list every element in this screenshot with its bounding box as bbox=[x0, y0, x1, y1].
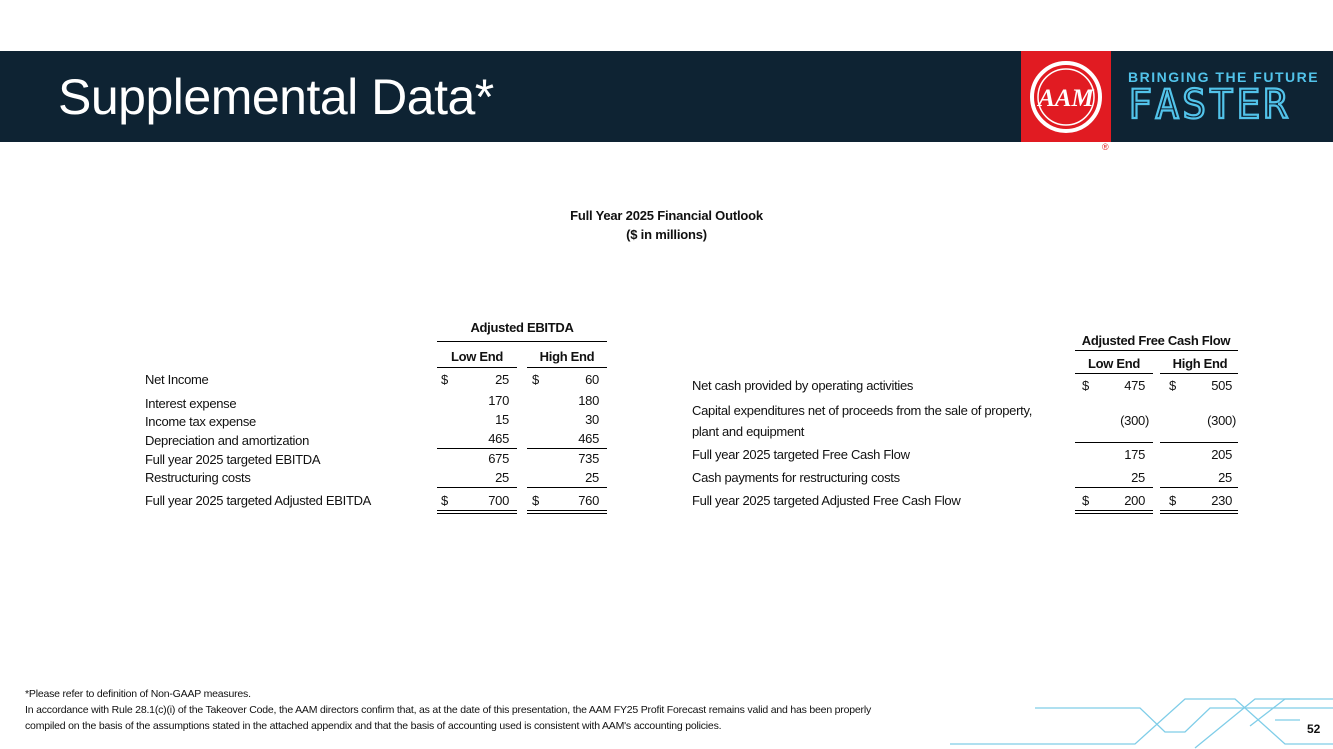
divider bbox=[527, 510, 607, 511]
ebitda-row-label: Restructuring costs bbox=[145, 470, 251, 485]
ebitda-row-low: 170 bbox=[488, 393, 509, 408]
page-title: Supplemental Data* bbox=[58, 69, 494, 125]
fcf-row-label: Full year 2025 targeted Free Cash Flow bbox=[692, 447, 910, 462]
ebitda-row-high-currency: $ bbox=[532, 372, 539, 387]
footnote-takeover-code-continued: compiled on the basis of the assumptions stated in the attached appendix and that the basis of accounting used is consistent with AAM's accounting policies. bbox=[25, 720, 722, 732]
divider bbox=[437, 487, 517, 488]
ebitda-row-label: Depreciation and amortization bbox=[145, 433, 310, 448]
outlook-subtitle: ($ in millions) bbox=[626, 227, 707, 242]
ebitda-row-low: 465 bbox=[488, 431, 509, 446]
ebitda-row-label: Full year 2025 targeted EBITDA bbox=[145, 452, 321, 467]
ebitda-row-low-currency: $ bbox=[441, 372, 448, 387]
divider bbox=[437, 513, 517, 514]
fcf-row-label: Full year 2025 targeted Adjusted Free Cash Flow bbox=[692, 493, 961, 508]
fcf-row-label: Cash payments for restructuring costs bbox=[692, 470, 900, 485]
aam-logo-icon bbox=[1021, 51, 1111, 142]
divider bbox=[527, 448, 607, 449]
fcf-col-low: Low End bbox=[1087, 356, 1141, 371]
fcf-row-label: Capital expenditures net of proceeds from the sale of property, bbox=[692, 403, 1033, 418]
ebitda-row-low: 15 bbox=[495, 412, 509, 427]
logo-text: AAM bbox=[1038, 85, 1094, 112]
fcf-row-low-currency: $ bbox=[1082, 378, 1089, 393]
divider bbox=[1160, 513, 1238, 514]
fcf-row-low: 25 bbox=[1131, 470, 1145, 485]
ebitda-row-low: 675 bbox=[488, 451, 509, 466]
fcf-row-label: Net cash provided by operating activities bbox=[692, 378, 914, 393]
divider bbox=[437, 367, 517, 368]
circuit-lines-decoration bbox=[940, 690, 1333, 749]
divider bbox=[1075, 510, 1153, 511]
divider bbox=[1075, 373, 1153, 374]
page-number: 52 bbox=[1307, 722, 1321, 736]
ebitda-row-label: Full year 2025 targeted Adjusted EBITDA bbox=[145, 493, 372, 508]
tagline-faster bbox=[1128, 86, 1314, 127]
ebitda-row-label: Interest expense bbox=[145, 396, 237, 411]
ebitda-row-high: 30 bbox=[585, 412, 599, 427]
divider bbox=[527, 367, 607, 368]
fcf-row-high: 505 bbox=[1211, 378, 1232, 393]
divider bbox=[437, 448, 517, 449]
fcf-row-high: 205 bbox=[1211, 447, 1232, 462]
fcf-row-high: (300) bbox=[1207, 413, 1236, 428]
footnote-takeover-code: In accordance with Rule 28.1(c)(i) of the Takeover Code, the AAM directors confirm that, as at the date of this presentation, the AAM FY25 Profit Forecast remains valid and has been properly bbox=[25, 704, 872, 716]
ebitda-row-low: 700 bbox=[488, 493, 509, 508]
ebitda-heading: Adjusted EBITDA bbox=[470, 320, 574, 335]
ebitda-row-high: 60 bbox=[585, 372, 599, 387]
ebitda-row-high: 465 bbox=[578, 431, 599, 446]
divider bbox=[527, 513, 607, 514]
divider bbox=[1075, 513, 1153, 514]
fcf-col-high: High End bbox=[1172, 356, 1228, 371]
fcf-row-high-currency: $ bbox=[1169, 493, 1176, 508]
divider bbox=[1075, 442, 1153, 443]
outlook-title: Full Year 2025 Financial Outlook bbox=[570, 208, 763, 223]
ebitda-row-label: Income tax expense bbox=[145, 414, 256, 429]
fcf-row-high-currency: $ bbox=[1169, 378, 1176, 393]
fcf-row-low: 175 bbox=[1124, 447, 1145, 462]
ebitda-row-low: 25 bbox=[495, 470, 509, 485]
fcf-row-low: 200 bbox=[1124, 493, 1145, 508]
ebitda-row-high-currency: $ bbox=[532, 493, 539, 508]
divider bbox=[437, 341, 607, 342]
tagline-top: BRINGING THE FUTURE bbox=[1128, 69, 1320, 85]
ebitda-col-low: Low End bbox=[450, 349, 504, 364]
fcf-row-low: (300) bbox=[1120, 413, 1149, 428]
ebitda-row-high: 760 bbox=[578, 493, 599, 508]
divider bbox=[1160, 487, 1238, 488]
fcf-row-low: 475 bbox=[1124, 378, 1145, 393]
ebitda-row-low-currency: $ bbox=[441, 493, 448, 508]
fcf-row-high: 25 bbox=[1218, 470, 1232, 485]
divider bbox=[527, 487, 607, 488]
tagline-faster-text: FASTER bbox=[1128, 86, 1291, 122]
ebitda-row-low: 25 bbox=[495, 372, 509, 387]
footnote-nongaap: *Please refer to definition of Non-GAAP measures. bbox=[25, 688, 251, 700]
fcf-row-label-continued: plant and equipment bbox=[692, 424, 805, 439]
aam-logo bbox=[1021, 51, 1111, 142]
divider bbox=[1075, 350, 1238, 351]
divider bbox=[1160, 442, 1238, 443]
fcf-row-high: 230 bbox=[1211, 493, 1232, 508]
ebitda-row-high: 735 bbox=[578, 451, 599, 466]
ebitda-row-high: 25 bbox=[585, 470, 599, 485]
divider bbox=[1075, 487, 1153, 488]
registered-mark: ® bbox=[1102, 142, 1109, 152]
fcf-heading: Adjusted Free Cash Flow bbox=[1081, 333, 1231, 348]
divider bbox=[437, 510, 517, 511]
fcf-row-low-currency: $ bbox=[1082, 493, 1089, 508]
ebitda-row-label: Net Income bbox=[145, 372, 209, 387]
divider bbox=[1160, 373, 1238, 374]
divider bbox=[1160, 510, 1238, 511]
ebitda-row-high: 180 bbox=[578, 393, 599, 408]
ebitda-col-high: High End bbox=[539, 349, 595, 364]
